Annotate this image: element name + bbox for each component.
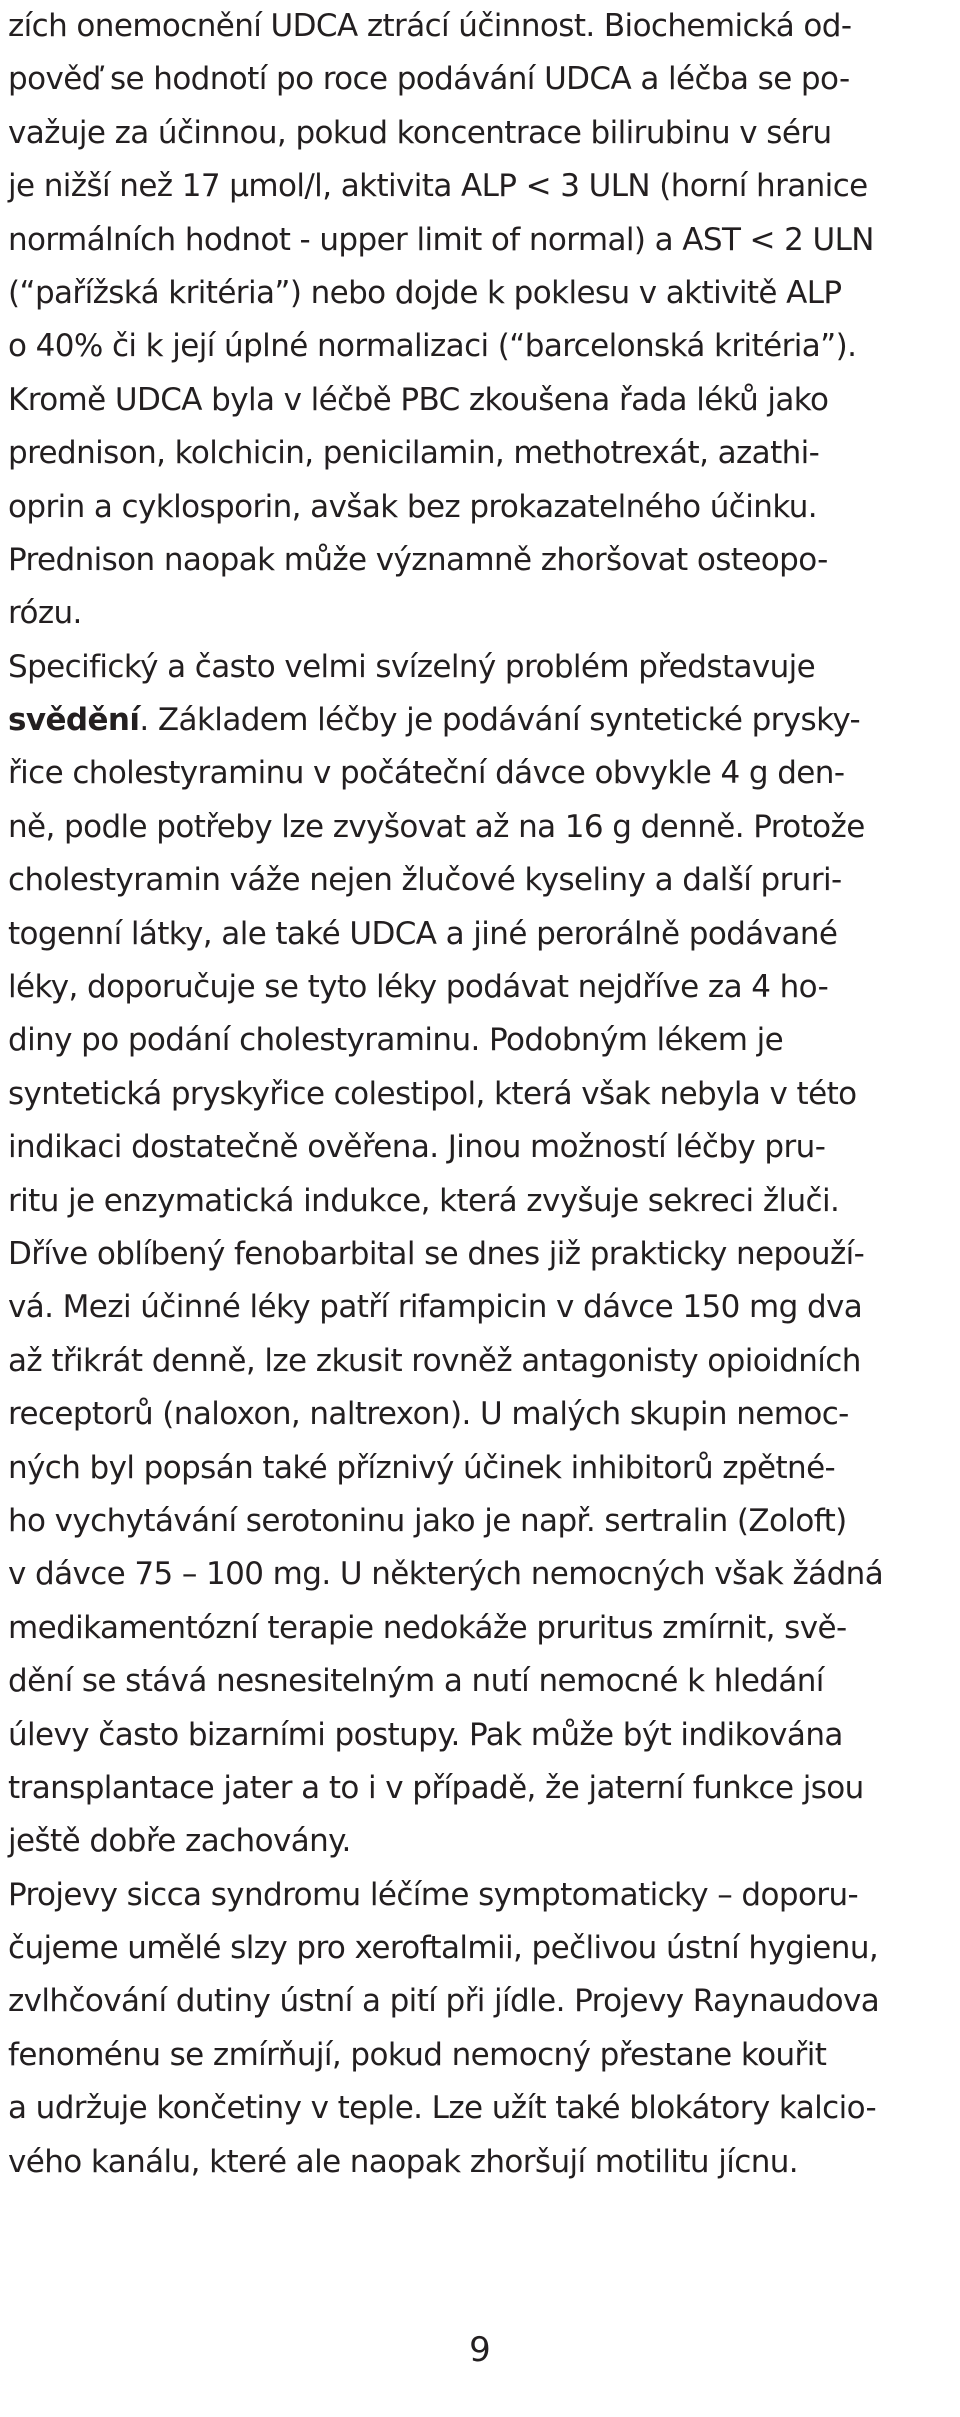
text-line: léky, doporučuje se tyto léky podávat nejdříve za 4 ho-	[8, 969, 829, 1006]
text-line: je nižší než 17 µmol/l, aktivita ALP < 3 ULN (horní hranice	[8, 168, 868, 205]
text-line: receptorů (naloxon, naltrexon). U malých skupin nemoc-	[8, 1396, 849, 1433]
text-line: vá. Mezi účinné léky patří rifampicin v dávce 150 mg dva	[8, 1289, 863, 1326]
text-line: normálních hodnot - upper limit of normal) a AST < 2 ULN	[8, 221, 874, 258]
text-line: fenoménu se zmírňují, pokud nemocný přestane kouřit	[8, 2036, 827, 2073]
text-line: v dávce 75 – 100 mg. U některých nemocných však žádná	[8, 1556, 884, 1593]
body-text	[8, 0, 952, 2189]
text-line: ných byl popsán také příznivý účinek inhibitorů zpětné-	[8, 1449, 836, 1486]
text-line: oprin a cyklosporin, avšak bez prokazatelného účinku.	[8, 488, 818, 525]
text-line: diny po podání cholestyraminu. Podobným lékem je	[8, 1022, 784, 1059]
text-line: indikaci dostatečně ověřena. Jinou možností léčby pru-	[8, 1129, 826, 1166]
text-line: Projevy sicca syndromu léčíme symptomaticky – doporu-	[8, 1876, 859, 1913]
text-line: (“pařížská kritéria”) nebo dojde k poklesu v aktivitě ALP	[8, 274, 842, 311]
text-line: rózu.	[8, 595, 82, 632]
text-line: až třikrát denně, lze zkusit rovněž antagonisty opioidních	[8, 1342, 861, 1379]
text-line: řice cholestyraminu v počáteční dávce obvykle 4 g den-	[8, 755, 845, 792]
text-line: Prednison naopak může významně zhoršovat osteopo-	[8, 541, 828, 578]
text-line: ještě dobře zachovány.	[8, 1823, 351, 1860]
text-line: úlevy často bizarními postupy. Pak může být indikována	[8, 1716, 843, 1753]
text-line: Dříve oblíbený fenobarbital se dnes již prakticky nepouží-	[8, 1235, 865, 1272]
text-line: prednison, kolchicin, penicilamin, methotrexát, azathi-	[8, 435, 820, 472]
text-line: Kromě UDCA byla v léčbě PBC zkoušena řada léků jako	[8, 381, 829, 418]
text-line: važuje za účinnou, pokud koncentrace bilirubinu v séru	[8, 114, 832, 151]
text-line: medikamentózní terapie nedokáže pruritus zmírnit, svě-	[8, 1609, 847, 1646]
text-line: togenní látky, ale také UDCA a jiné perorálně podávané	[8, 915, 838, 952]
text-line: pověď se hodnotí po roce podávání UDCA a léčba se po-	[8, 61, 850, 98]
text-line: zvlhčování dutiny ústní a pití při jídle. Projevy Raynaudova	[8, 1983, 880, 2020]
paragraph-sicca-raynaud	[8, 1869, 952, 2189]
text-line: dění se stává nesnesitelným a nutí nemocné k hledání	[8, 1663, 824, 1700]
text-line: a udržuje končetiny v teple. Lze užít také blokátory kalcio-	[8, 2090, 877, 2127]
paragraph-udca-response	[8, 0, 952, 641]
text-line: transplantace jater a to i v případě, že jaterní funkce jsou	[8, 1769, 864, 1806]
page-number: 9	[469, 2330, 491, 2370]
text-line: Specifický a často velmi svízelný problém představuje	[8, 648, 816, 685]
emphasis-pruritus: svědění	[8, 702, 140, 739]
text-fragment: . Základem léčby je podávání syntetické prysky-	[139, 702, 861, 739]
text-line: vého kanálu, které ale naopak zhoršují motilitu jícnu.	[8, 2143, 799, 2180]
text-line: ritu je enzymatická indukce, která zvyšuje sekreci žluči.	[8, 1182, 840, 1219]
text-line: cholestyramin váže nejen žlučové kyseliny a další pruri-	[8, 862, 842, 899]
text-line: o 40% či k její úplné normalizaci (“barcelonská kritéria”).	[8, 328, 857, 365]
text-line: čujeme umělé slzy pro xeroftalmii, pečlivou ústní hygienu,	[8, 1930, 879, 1967]
text-line: syntetická pryskyřice colestipol, která však nebyla v této	[8, 1075, 857, 1112]
paragraph-pruritus	[8, 641, 952, 1869]
text-line: zích onemocnění UDCA ztrácí účinnost. Biochemická od-	[8, 8, 852, 44]
text-line: ho vychytávání serotoninu jako je např. sertralin (Zoloft)	[8, 1502, 847, 1539]
text-line: ně, podle potřeby lze zvyšovat až na 16 g denně. Protože	[8, 808, 865, 845]
text-line	[8, 694, 952, 747]
